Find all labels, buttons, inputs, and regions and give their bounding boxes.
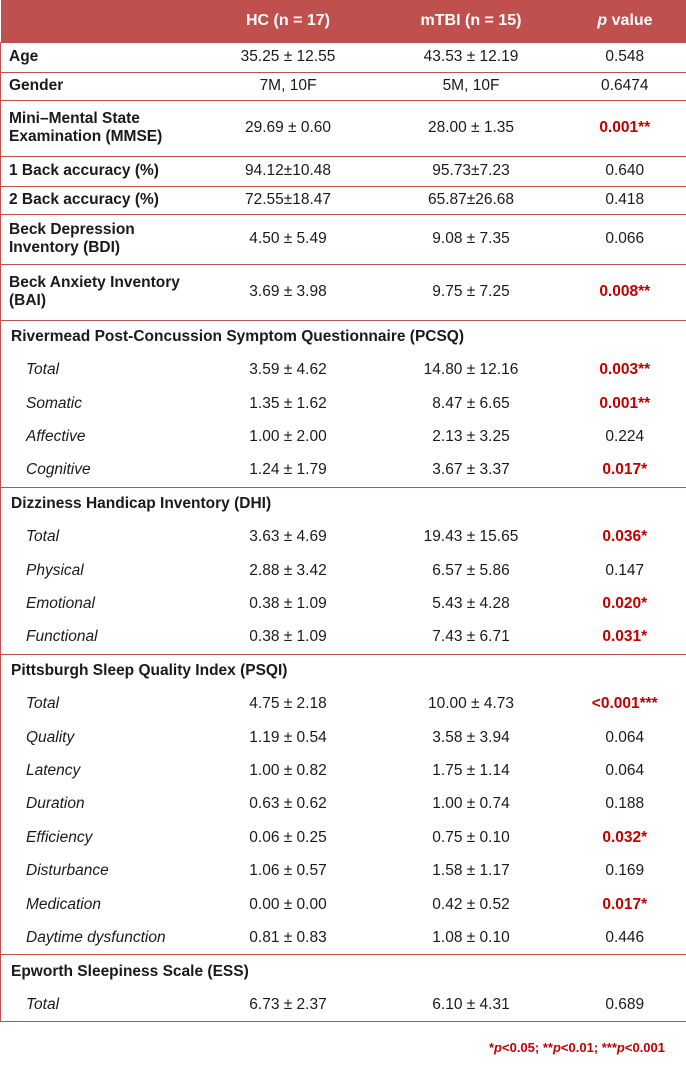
- p-value: 0.008**: [564, 264, 686, 320]
- p-value: 0.001**: [564, 100, 686, 156]
- section-header-row: [1, 955, 686, 989]
- header-blank: [1, 0, 198, 42]
- hc-value: 3.63 ± 4.69: [249, 528, 327, 546]
- table-header-row: [1, 0, 686, 42]
- row-label: Total: [1, 988, 198, 1021]
- mtbi-value: 9.75 ± 7.25: [379, 264, 564, 320]
- table-row: [1, 42, 686, 72]
- p-value: 0.064: [564, 754, 686, 787]
- hc-value: 3.59 ± 4.62: [249, 361, 327, 379]
- row-label: Affective: [1, 420, 198, 453]
- header-p-italic: p: [597, 11, 608, 29]
- table-row: [1, 921, 686, 954]
- row-label: Cognitive: [1, 454, 198, 487]
- hc-value: 35.25 ± 12.55: [198, 42, 379, 72]
- mtbi-value: 1.08 ± 0.10: [379, 921, 564, 954]
- table-row: [1, 72, 686, 100]
- table-row: [1, 454, 686, 487]
- row-label: Quality: [1, 721, 198, 754]
- row-label: Physical: [1, 554, 198, 587]
- hc-value: 72.55±18.47: [198, 186, 379, 214]
- row-label: Beck Depression Inventory (BDI): [1, 214, 198, 264]
- table-row: [1, 554, 686, 587]
- section-title: Pittsburgh Sleep Quality Index (PSQI): [1, 654, 686, 688]
- row-label: Latency: [1, 754, 198, 787]
- table-row: [1, 821, 686, 854]
- p-value: 0.188: [564, 788, 686, 821]
- row-label: Medication: [1, 888, 198, 921]
- row-label: Total: [1, 521, 198, 554]
- table-row: [1, 621, 686, 654]
- p-value: 0.169: [564, 855, 686, 888]
- row-label: Somatic: [1, 387, 198, 420]
- header-mtbi: mTBI (n = 15): [379, 0, 564, 42]
- table-row: [1, 888, 686, 921]
- p-value: 0.640: [564, 156, 686, 186]
- row-label: Total: [1, 354, 198, 387]
- row-label: 1 Back accuracy (%): [1, 156, 198, 186]
- p-value: 0.001**: [564, 387, 686, 420]
- mtbi-value: 3.67 ± 3.37: [379, 454, 564, 487]
- hc-value: 0.38 ± 1.09: [249, 595, 327, 613]
- row-label: Daytime dysfunction: [1, 921, 198, 954]
- mtbi-value: 6.57 ± 5.86: [432, 561, 510, 579]
- table-row: [1, 721, 686, 754]
- section-header-row: [1, 320, 686, 354]
- mtbi-value: 28.00 ± 1.35: [379, 100, 564, 156]
- hc-value: 2.88 ± 3.42: [249, 561, 327, 579]
- hc-value: 4.75 ± 2.18: [249, 695, 327, 713]
- mtbi-value: 65.87±26.68: [379, 186, 564, 214]
- row-label: Emotional: [1, 587, 198, 620]
- table-row: [1, 587, 686, 620]
- mtbi-value: 1.75 ± 1.14: [432, 762, 510, 780]
- section-header-row: [1, 487, 686, 521]
- hc-value: 0.06 ± 0.25: [249, 828, 327, 846]
- mtbi-value: 3.58 ± 3.94: [432, 728, 510, 746]
- p-value: 0.003**: [564, 354, 686, 387]
- mtbi-value: 10.00 ± 4.73: [427, 695, 515, 713]
- table-row: [1, 754, 686, 787]
- table-row: [1, 688, 686, 721]
- mtbi-value: 1.58 ± 1.17: [432, 862, 510, 880]
- p-value: 0.446: [564, 921, 686, 954]
- mtbi-value: 6.10 ± 4.31: [379, 988, 564, 1021]
- p-value: <0.001***: [564, 688, 686, 721]
- table-row: [1, 214, 686, 264]
- hc-value: 0.00 ± 0.00: [249, 895, 327, 913]
- hc-value: 6.73 ± 2.37: [198, 988, 379, 1021]
- table-row: [1, 387, 686, 420]
- p-value: 0.689: [564, 988, 686, 1021]
- mtbi-value: 9.08 ± 7.35: [379, 214, 564, 264]
- mtbi-value: 43.53 ± 12.19: [379, 42, 564, 72]
- row-label: Mini–Mental State Examination (MMSE): [1, 100, 198, 156]
- p-value: 0.224: [564, 420, 686, 453]
- mtbi-value: 2.13 ± 3.25: [432, 427, 510, 445]
- p-value: 0.017*: [564, 888, 686, 921]
- mtbi-value: 5M, 10F: [379, 72, 564, 100]
- row-label: Efficiency: [1, 821, 198, 854]
- row-label: Duration: [1, 788, 198, 821]
- row-label: Functional: [1, 621, 198, 654]
- p-value: 0.548: [564, 42, 686, 72]
- hc-value: 7M, 10F: [198, 72, 379, 100]
- row-label: Age: [1, 42, 198, 72]
- hc-value: 0.63 ± 0.62: [249, 795, 327, 813]
- p-value: 0.147: [564, 554, 686, 587]
- p-value: 0.064: [564, 721, 686, 754]
- hc-value: 3.69 ± 3.98: [198, 264, 379, 320]
- mtbi-value: 7.43 ± 6.71: [379, 621, 564, 654]
- row-label: 2 Back accuracy (%): [1, 186, 198, 214]
- p-value: 0.031*: [564, 621, 686, 654]
- hc-value: 1.00 ± 2.00: [249, 427, 327, 445]
- row-label: Total: [1, 688, 198, 721]
- p-value: 0.020*: [564, 587, 686, 620]
- table-row: [1, 855, 686, 888]
- mtbi-value: 8.47 ± 6.65: [432, 394, 510, 412]
- p-value: 0.418: [564, 186, 686, 214]
- table-row: [1, 354, 686, 387]
- mtbi-value: 19.43 ± 15.65: [423, 528, 519, 546]
- section-title: Rivermead Post-Concussion Symptom Questionnaire (PCSQ): [1, 320, 686, 354]
- mtbi-value: 0.42 ± 0.52: [432, 895, 510, 913]
- hc-value: 1.19 ± 0.54: [249, 728, 327, 746]
- hc-value: 1.06 ± 0.57: [249, 862, 327, 880]
- mtbi-value: 0.75 ± 0.10: [432, 828, 510, 846]
- table-row: [1, 100, 686, 156]
- mtbi-value: 5.43 ± 4.28: [432, 595, 510, 613]
- table-body: [1, 42, 686, 1022]
- table-row: [1, 788, 686, 821]
- mtbi-value: 1.00 ± 0.74: [432, 795, 510, 813]
- table-row: [1, 521, 686, 554]
- significance-footnote: *p<0.05; **p<0.01; ***p<0.001: [488, 1040, 665, 1055]
- mtbi-value: 95.73±7.23: [379, 156, 564, 186]
- table-row: [1, 988, 686, 1021]
- hc-value: 0.38 ± 1.09: [198, 621, 379, 654]
- table-row: [1, 156, 686, 186]
- row-label: Disturbance: [1, 855, 198, 888]
- p-value: 0.6474: [564, 72, 686, 100]
- section-title: Dizziness Handicap Inventory (DHI): [1, 487, 686, 521]
- hc-value: 1.35 ± 1.62: [249, 394, 327, 412]
- hc-value: 1.00 ± 0.82: [249, 762, 327, 780]
- table-row: [1, 186, 686, 214]
- header-p-value: p value: [564, 0, 686, 42]
- p-value: 0.036*: [564, 521, 686, 554]
- table-row: [1, 264, 686, 320]
- row-label: Gender: [1, 72, 198, 100]
- hc-value: 94.12±10.48: [198, 156, 379, 186]
- p-value: 0.066: [564, 214, 686, 264]
- hc-value: 0.81 ± 0.83: [198, 921, 379, 954]
- p-value: 0.032*: [564, 821, 686, 854]
- p-value: 0.017*: [564, 454, 686, 487]
- row-label: Beck Anxiety Inventory (BAI): [1, 264, 198, 320]
- section-header-row: [1, 654, 686, 688]
- hc-value: 1.24 ± 1.79: [198, 454, 379, 487]
- section-title: Epworth Sleepiness Scale (ESS): [1, 955, 686, 989]
- table-row: [1, 420, 686, 453]
- mtbi-value: 14.80 ± 12.16: [423, 361, 519, 379]
- hc-value: 4.50 ± 5.49: [198, 214, 379, 264]
- hc-value: 29.69 ± 0.60: [198, 100, 379, 156]
- header-hc: HC (n = 17): [198, 0, 379, 42]
